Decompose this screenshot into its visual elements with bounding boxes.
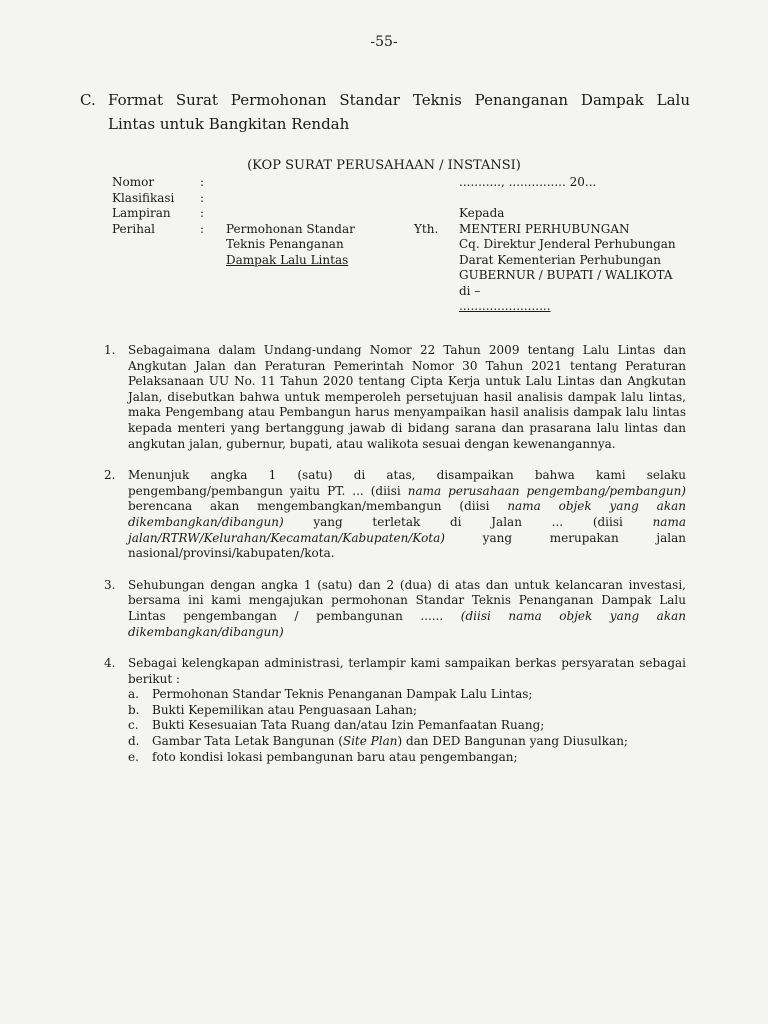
sub-item-text-part: ) dan DED Bangunan yang Diusulkan; xyxy=(397,734,628,749)
list-item xyxy=(104,468,686,562)
section-label: C. xyxy=(80,91,96,109)
item-text-italic: (diisi nama objek yang akan dikembangkan/dibangun) xyxy=(128,608,686,639)
section-title-line1: Format Surat Permohonan Standar Teknis Penanganan Dampak Lalu xyxy=(108,91,690,109)
addressee-line6: ........................ xyxy=(459,299,551,313)
item-text-part: Menunjuk angka 1 (satu) di atas, disampaikan bahwa kami selaku pengembang/pembangun yaitu PT. ... (diisi xyxy=(128,468,686,498)
item-number: 3. xyxy=(104,577,116,592)
addressee-yth: Yth. xyxy=(414,221,439,236)
list-item xyxy=(104,343,686,452)
sub-item-text: Bukti Kesesuaian Tata Ruang dan/atau Izin Pemanfaatan Ruang; xyxy=(152,718,545,733)
sub-item-text: Permohonan Standar Teknis Penanganan Dampak Lalu Lintas; xyxy=(152,687,533,702)
meta-perihal-label: Perihal xyxy=(112,221,155,236)
sub-item-text xyxy=(152,734,628,750)
letterhead-placeholder: (KOP SURAT PERUSAHAAN / INSTANSI) xyxy=(247,158,521,173)
item-text-part: yang merupakan jalan nasional/provinsi/kabupaten/kota. xyxy=(128,530,686,561)
item-text-italic: nama perusahaan pengembang/pembangun) xyxy=(407,483,686,498)
sub-item-letter: a. xyxy=(128,687,139,702)
addressee-line1: MENTERI PERHUBUNGAN xyxy=(459,221,630,236)
meta-lampiran-label: Lampiran xyxy=(112,206,171,220)
sub-item-letter: d. xyxy=(128,734,140,749)
section-title xyxy=(80,88,690,136)
sub-item xyxy=(128,750,686,766)
item-number: 1. xyxy=(104,343,116,357)
list-item xyxy=(104,656,686,765)
sub-item-text-part: Gambar Tata Letak Bangunan ( xyxy=(152,734,343,749)
item-text-italic: nama jalan/RTRW/Kelurahan/Kecamatan/Kabupaten/Kota) xyxy=(128,514,686,545)
item-text xyxy=(128,468,686,562)
item-text-part: berencana akan mengembangkan/membangun (diisi xyxy=(128,499,508,514)
perihal-value-3: Dampak Lalu Lintas xyxy=(226,252,349,267)
list-item xyxy=(104,578,686,640)
section-title-line2: Lintas untuk Bangkitan Rendah xyxy=(108,115,350,133)
sub-item-text: foto kondisi lokasi pembangunan baru atau pengembangan; xyxy=(152,749,518,764)
meta-colon: : xyxy=(200,206,205,220)
item-text-italic: nama objek yang akan dikembangkan/dibangun) xyxy=(128,499,686,529)
perihal-value-2: Teknis Penanganan xyxy=(226,237,344,251)
meta-klasifikasi-label: Klasifikasi xyxy=(112,190,175,205)
item-number: 2. xyxy=(104,468,116,483)
letter-body xyxy=(104,343,686,781)
item-text xyxy=(128,578,686,640)
letter-date: ..........., ............... 20... xyxy=(459,175,597,189)
item-number: 4. xyxy=(104,656,116,671)
sub-item xyxy=(128,687,686,703)
sub-item xyxy=(128,734,686,750)
item-text-part: yang terletak di Jalan ... (diisi xyxy=(283,514,653,529)
sub-item xyxy=(128,703,686,719)
sub-item-text: Bukti Kepemilikan atau Penguasaan Lahan; xyxy=(152,702,418,717)
item-text: Sebagaimana dalam Undang-undang Nomor 22 Tahun 2009 tentang Lalu Lintas dan Angkutan Jalan dan Peraturan Pemerintah Nomor 30 Tahun 2021 tentang Peraturan Pelaksanaan UU No. 11 Tahun 2020 tentang Cipta Kerja untuk Lalu Lintas dan Angkutan Jalan, disebutkan bahwa untuk memperoleh persetujuan hasil analisis dampak lalu lintas, maka Pengembang atau Pembangun harus menyampaikan hasil analisis dampak lalu lintas kepada menteri yang bertanggung jawab di bidang sarana dan prasarana lalu lintas dan angkutan jalan, gubernur, bupati, atau walikota sesuai dengan kewenangannya. xyxy=(128,343,686,451)
addressee-line5: di – xyxy=(459,283,481,298)
meta-colon: : xyxy=(200,190,205,205)
meta-colon: : xyxy=(200,175,205,189)
item-intro: Sebagai kelengkapan administrasi, terlampir kami sampaikan berkas persyaratan sebagai berikut : xyxy=(128,656,686,686)
sub-item-letter: b. xyxy=(128,702,140,717)
item-text xyxy=(128,656,686,765)
sub-item-text-italic: Site Plan xyxy=(342,734,398,749)
letter-meta xyxy=(112,175,371,268)
addressee-kepada: Kepada xyxy=(459,206,505,220)
perihal-value-1: Permohonan Standar xyxy=(226,221,355,236)
meta-colon: : xyxy=(200,221,205,236)
addressee-block xyxy=(414,175,714,315)
addressee-line3: Darat Kementerian Perhubungan xyxy=(459,252,661,267)
item-text-part: Sehubungan dengan angka 1 (satu) dan 2 (dua) di atas dan untuk kelancaran investasi, bersama ini kami mengajukan permohonan Standar Teknis Penanganan Dampak Lalu Lintas pengembangan / pembangunan ...... xyxy=(128,577,686,623)
page-number: -55- xyxy=(370,34,398,50)
sub-item-letter: c. xyxy=(128,718,139,733)
addressee-line4: GUBERNUR / BUPATI / WALIKOTA xyxy=(459,268,673,282)
addressee-line2: Cq. Direktur Jenderal Perhubungan xyxy=(459,237,676,251)
meta-nomor-label: Nomor xyxy=(112,175,155,189)
sub-item xyxy=(128,718,686,734)
sub-item-letter: e. xyxy=(128,749,139,764)
